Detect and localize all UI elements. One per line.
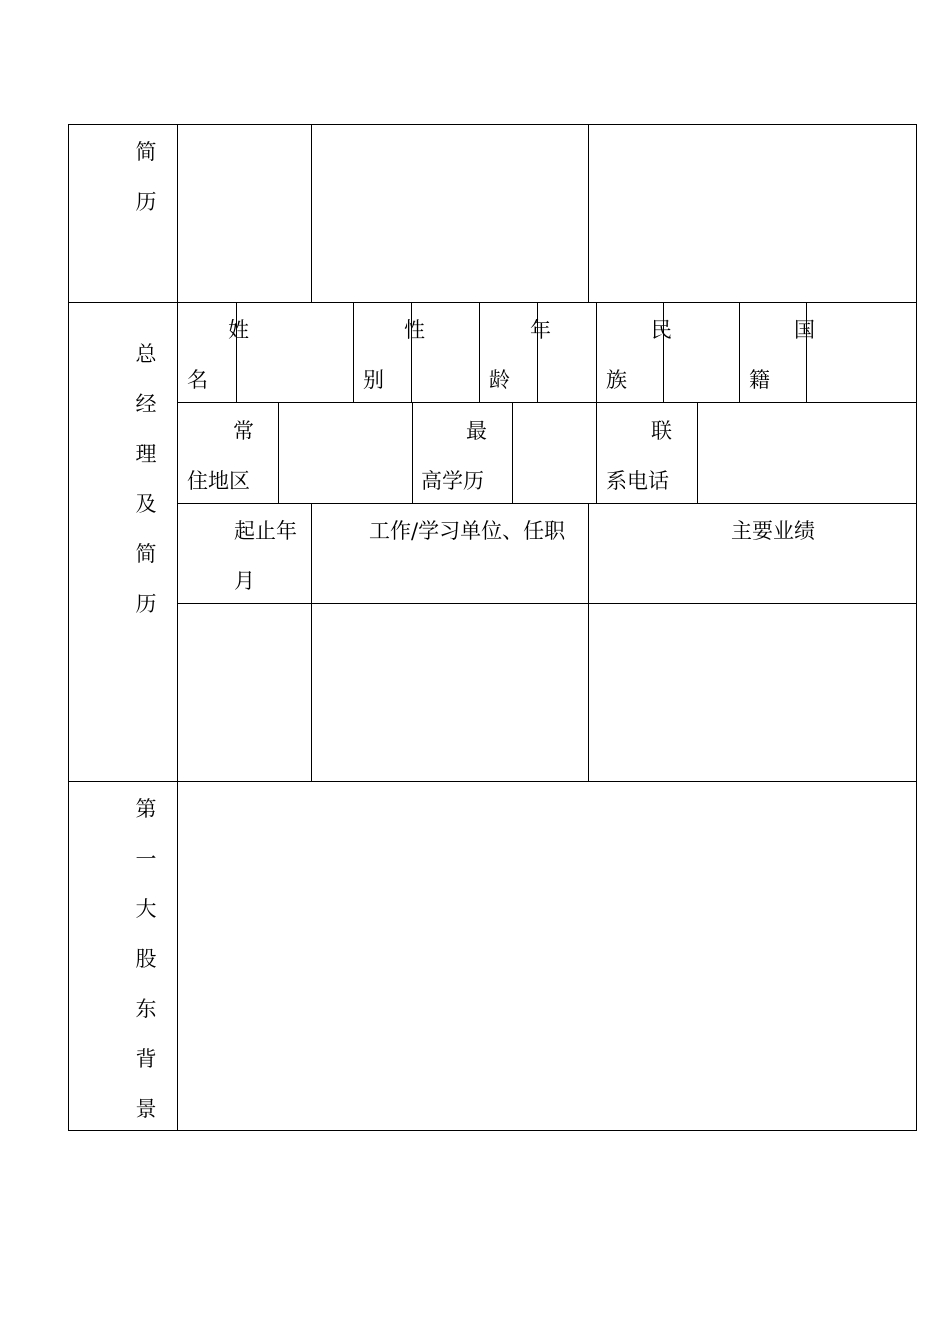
- gm-row1-divider: [663, 302, 664, 402]
- ethnicity-label-line2: 族: [606, 368, 627, 392]
- resume-divider-2: [588, 124, 589, 302]
- nationality-label-line1: 国: [794, 318, 815, 342]
- gender-label-line2: 别: [363, 368, 384, 392]
- period-header-line1: 起止年: [234, 519, 297, 543]
- gm-row2-divider: [697, 402, 698, 503]
- label-char: 历: [135, 190, 157, 214]
- gm-row1-divider: [353, 302, 354, 402]
- label-char: 大: [135, 897, 157, 921]
- label-char: 股: [135, 947, 157, 971]
- phone-label-line2: 系电话: [606, 469, 669, 493]
- gm-row2-bottom: [177, 503, 917, 504]
- label-char: 总: [135, 342, 157, 366]
- age-label-line1: 年: [530, 318, 551, 342]
- gm-row1-divider: [479, 302, 480, 402]
- gm-row1-divider: [411, 302, 412, 402]
- gm-row2-divider: [412, 402, 413, 503]
- label-char: 第: [135, 797, 157, 821]
- table-border-left: [68, 124, 69, 1131]
- label-char: 景: [135, 1097, 157, 1121]
- education-label-line2: 高学历: [421, 469, 484, 493]
- label-char: 经: [135, 392, 157, 416]
- gm-row1-divider: [236, 302, 237, 402]
- gm-resume-divider-1: [311, 503, 312, 781]
- gm-section-label: [134, 342, 158, 642]
- label-char: 背: [135, 1047, 157, 1071]
- table-rule-resume-bottom: [68, 302, 917, 303]
- unit-header: 工作/学习单位、任职: [369, 519, 566, 543]
- phone-label-line1: 联: [651, 419, 672, 443]
- period-header-line2: 月: [234, 569, 255, 593]
- label-char: 理: [135, 442, 157, 466]
- gm-row1-divider: [739, 302, 740, 402]
- gm-row2-divider: [596, 402, 597, 503]
- label-char: 东: [135, 997, 157, 1021]
- name-label-line2: 名: [187, 368, 208, 392]
- ethnicity-label-line1: 民: [651, 318, 672, 342]
- label-column-divider: [177, 124, 178, 1131]
- label-char: 历: [135, 592, 157, 616]
- resume-section-label: [134, 140, 158, 240]
- shareholder-section-label: [134, 797, 158, 1147]
- table-border-right: [916, 124, 917, 1131]
- age-label-line2: 龄: [489, 368, 510, 392]
- name-label-line1: 姓: [228, 318, 249, 342]
- nationality-label-line2: 籍: [749, 368, 770, 392]
- table-rule-gm-bottom: [68, 781, 917, 782]
- label-char: 简: [135, 140, 157, 164]
- education-label-line1: 最: [466, 419, 487, 443]
- residence-label-line1: 常: [233, 419, 254, 443]
- gender-label-line1: 性: [404, 318, 425, 342]
- gm-row1-bottom: [177, 402, 917, 403]
- gm-row2-divider: [278, 402, 279, 503]
- resume-divider-1: [311, 124, 312, 302]
- gm-row3-bottom: [177, 603, 917, 604]
- table-border-top: [68, 124, 917, 125]
- residence-label-line2: 住地区: [187, 469, 250, 493]
- label-char: 及: [135, 492, 157, 516]
- label-char: 简: [135, 542, 157, 566]
- gm-row1-divider: [596, 302, 597, 402]
- achievements-header: 主要业绩: [731, 519, 815, 543]
- table-border-bottom: [68, 1130, 917, 1131]
- gm-row1-divider: [537, 302, 538, 402]
- gm-resume-divider-2: [588, 503, 589, 781]
- label-char: 一: [135, 847, 157, 871]
- gm-row1-divider: [806, 302, 807, 402]
- gm-row2-divider: [512, 402, 513, 503]
